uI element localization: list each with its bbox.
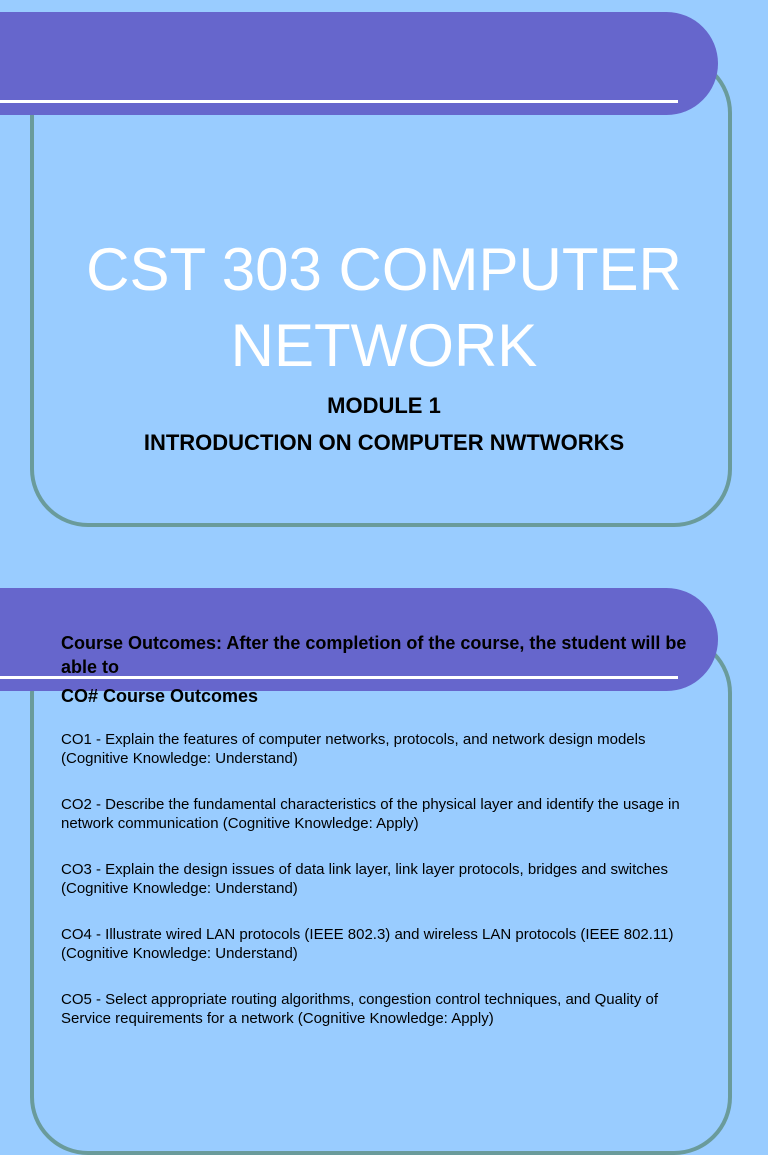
module-title: INTRODUCTION ON COMPUTER NWTWORKS xyxy=(143,430,625,455)
course-outcomes-subheading: CO# Course Outcomes xyxy=(61,686,259,706)
course-outcomes-heading: Course Outcomes: After the completion of the course, the student will be able to xyxy=(61,633,687,677)
course-title-line-2: NETWORK xyxy=(230,312,538,379)
course-outcome-item: CO5 - Select appropriate routing algorithms, congestion control techniques, and Quality of Service requirements for a network (Cognitive Knowledge: Apply) xyxy=(61,991,658,1027)
title-slide xyxy=(0,0,768,560)
course-outcome-item: CO1 - Explain the features of computer networks, protocols, and network design models (Cognitive Knowledge: Understand) xyxy=(61,731,646,767)
course-outcome-item: CO4 - Illustrate wired LAN protocols (IEEE 802.3) and wireless LAN protocols (IEEE 802.11) (Cognitive Knowledge: Understand) xyxy=(61,926,674,962)
course-outcome-item: CO3 - Explain the design issues of data link layer, link layer protocols, bridges and switches (Cognitive Knowledge: Understand) xyxy=(61,861,668,897)
module-number: MODULE 1 xyxy=(327,393,441,418)
banner-divider-line xyxy=(0,100,678,103)
course-outcomes-list xyxy=(61,730,711,1055)
course-outcomes-slide xyxy=(0,580,768,1027)
course-title-line-1: CST 303 COMPUTER xyxy=(86,236,682,303)
course-outcome-item: CO2 - Describe the fundamental characteristics of the physical layer and identify the usage in network communication (Cognitive Knowledge: Apply) xyxy=(61,796,680,832)
course-title xyxy=(0,232,768,384)
